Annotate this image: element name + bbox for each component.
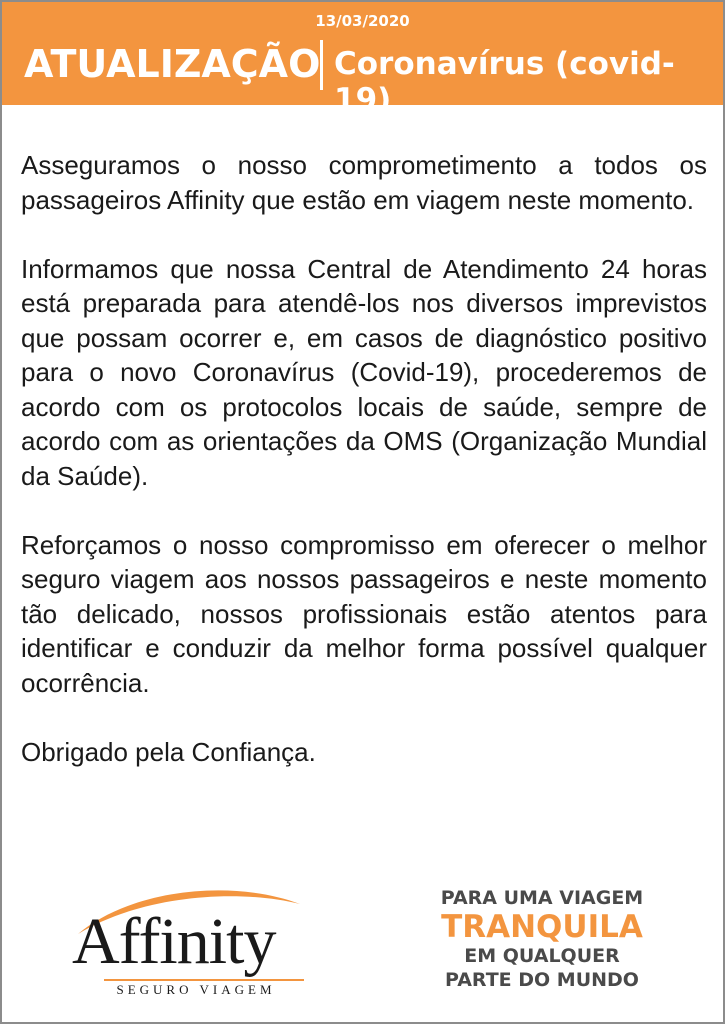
body-text [21,148,707,804]
logo-brand: Affinity [72,905,276,978]
header-banner [2,2,723,118]
logo-rule [104,979,304,981]
paragraph-reinforcement: Reforçamos o nosso compromisso em oferecer o melhor seguro viagem aos nossos passageiros e neste momento tão delicado, nossos profissionais estão atentos para identificar e conduzir da melhor forma possível qualquer ocorrência. [21,529,707,698]
logo-subtitle: SEGURO VIAGEM [116,982,276,997]
tagline-line-2: TRANQUILA [441,909,643,945]
tagline [422,886,662,992]
header-date: 13/03/2020 [315,12,410,30]
paragraph-commitment: Asseguramos o nosso comprometimento a todos os passageiros Affinity que estão em viagem neste momento. [21,150,707,215]
affinity-logo [60,882,310,1002]
tagline-line-3: EM QUALQUER [464,945,620,967]
tagline-line-1: PARA UMA VIAGEM [440,887,644,909]
paragraph-thanks: Obrigado pela Confiança. [21,736,316,767]
header-divider [320,40,323,90]
paragraph-service-center: Informamos que nossa Central de Atendimento 24 horas está preparada para atendê-los nos diversos imprevistos que possam ocorrer e, em casos de diagnóstico positivo para o novo Coronavírus (Covid-19), procederemos de acordo com os protocolos locais de saúde, sempre de acordo com as orientações da OMS (Organização Mundial da Saúde). [21,253,707,491]
tagline-line-4: PARTE DO MUNDO [445,969,639,991]
header-title-topic: Coronavírus (covid-19) [334,46,675,118]
header-title-update: ATUALIZAÇÃO [24,42,321,86]
